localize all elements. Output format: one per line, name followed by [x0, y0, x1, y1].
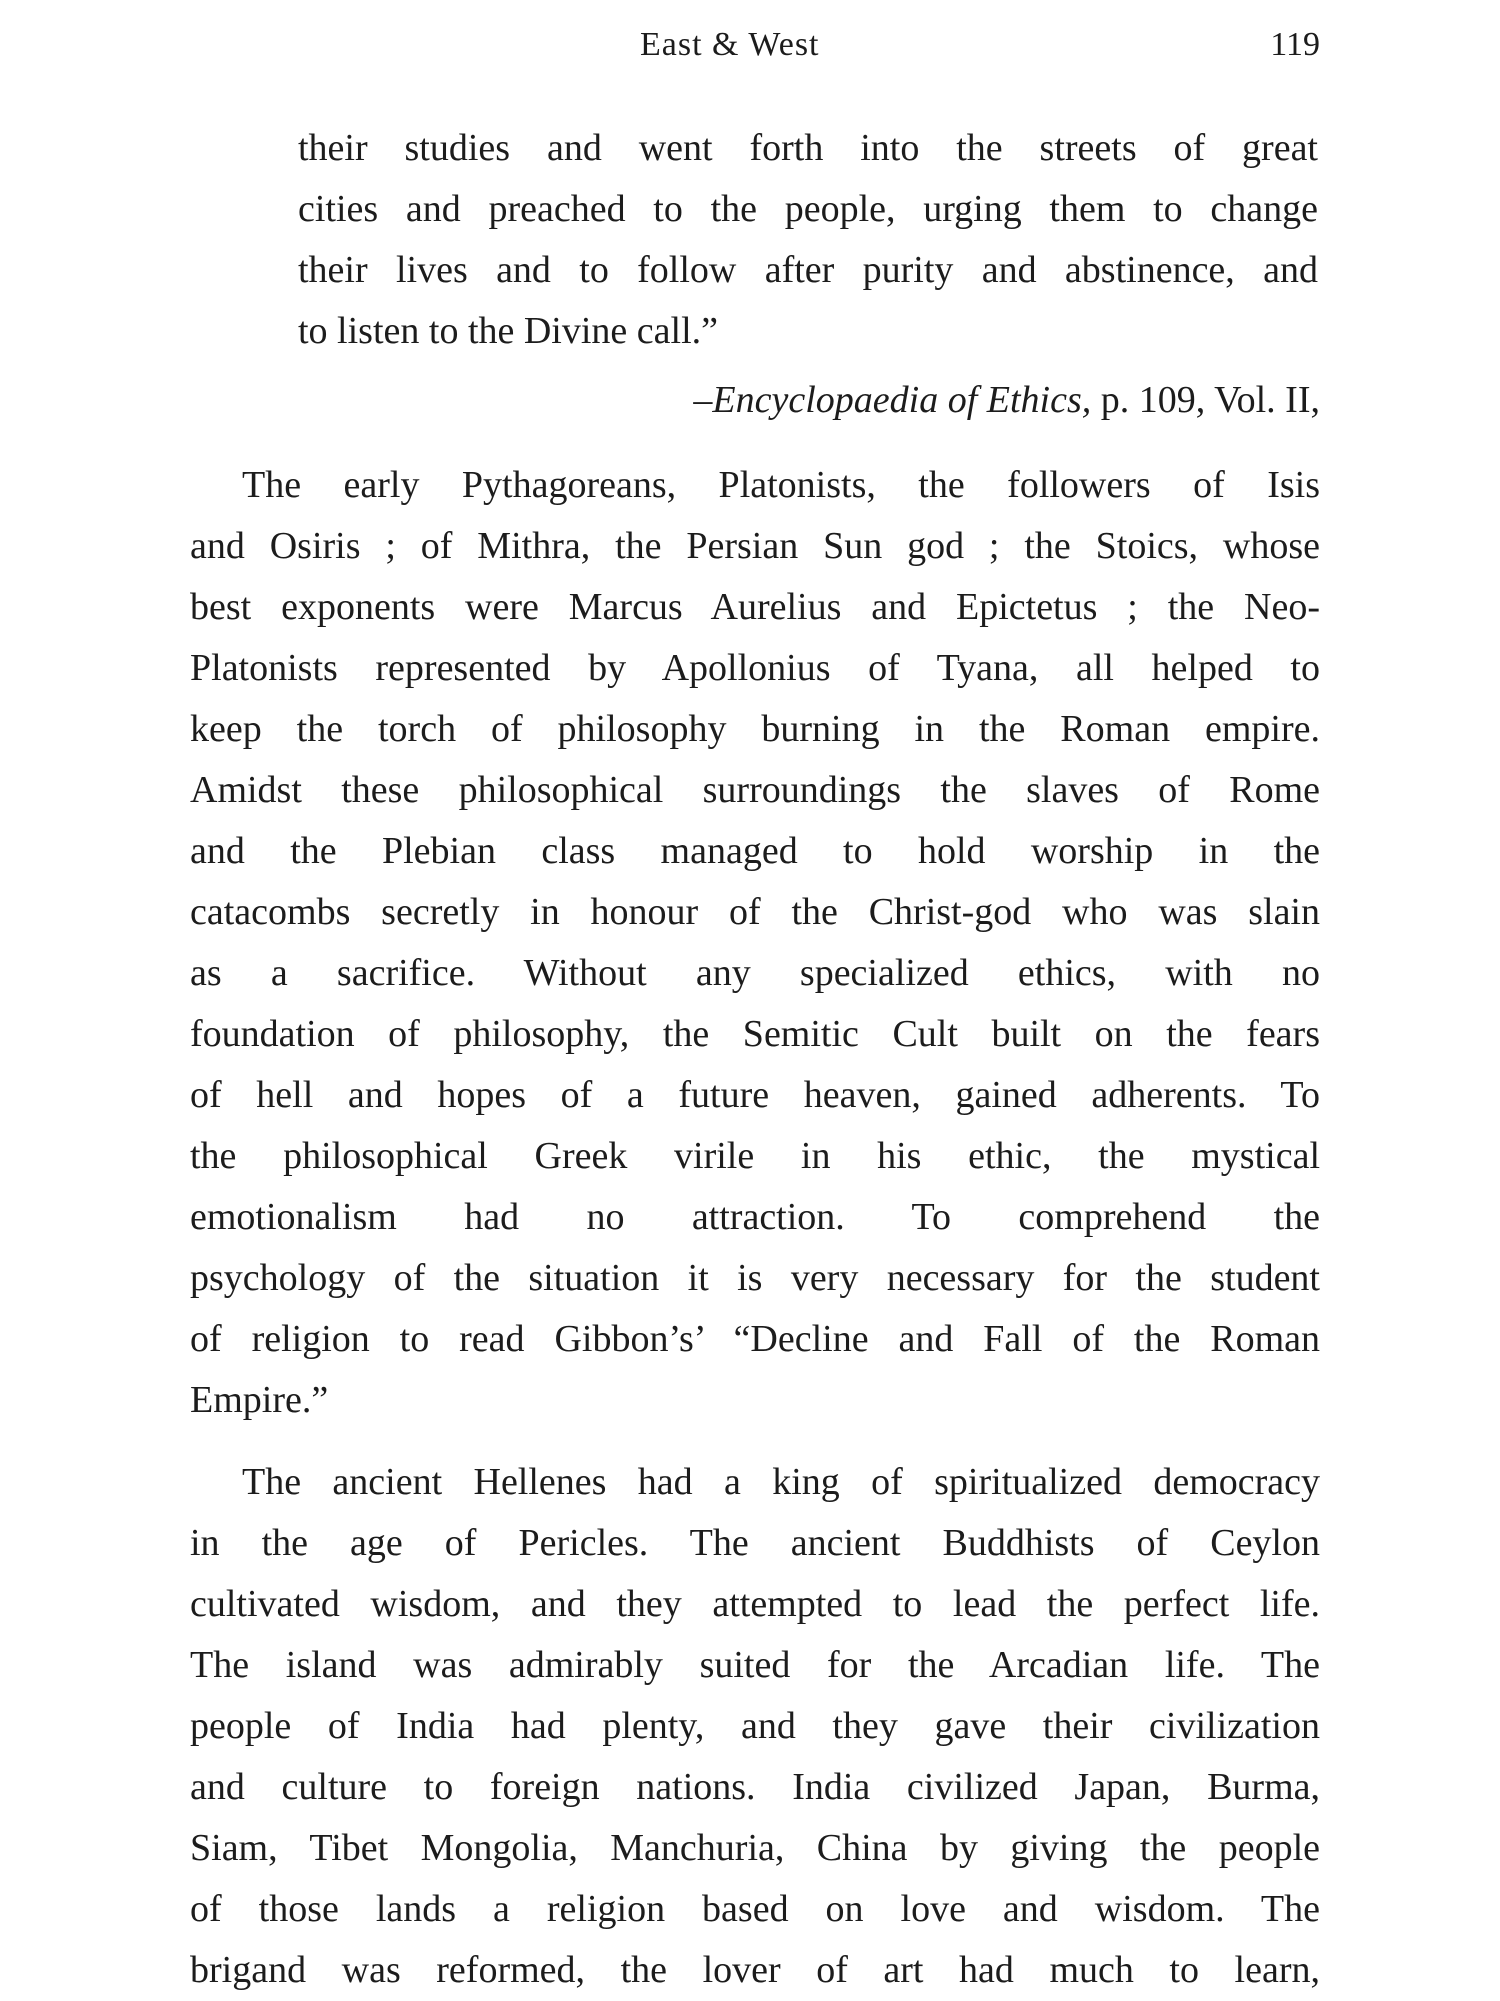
paragraph-line: and the Plebian class managed to hold worship in the [190, 830, 1320, 872]
paragraph-line: Siam, Tibet Mongolia, Manchuria, China by giving the people [190, 1827, 1320, 1869]
paragraph-line: The ancient Hellenes had a king of spiritualized democracy [242, 1461, 1320, 1503]
paragraph-line: cultivated wisdom, and they attempted to lead the perfect life. [190, 1583, 1320, 1625]
quote-attribution [693, 378, 1320, 422]
page-number: 119 [1270, 26, 1320, 63]
paragraph-line: best exponents were Marcus Aurelius and Epictetus ; the Neo- [190, 586, 1320, 628]
paragraph-line: emotionalism had no attraction. To comprehend the [190, 1196, 1320, 1238]
paragraph-line: of those lands a religion based on love and wisdom. The [190, 1888, 1320, 1930]
paragraph-line: and culture to foreign nations. India civilized Japan, Burma, [190, 1766, 1320, 1808]
paragraph-line: of religion to read Gibbon’s’ “Decline and Fall of the Roman [190, 1318, 1320, 1360]
quote-line: their lives and to follow after purity and abstinence, and [298, 249, 1318, 291]
paragraph-line: The island was admirably suited for the Arcadian life. The [190, 1644, 1320, 1686]
paragraph-line: as a sacrifice. Without any specialized ethics, with no [190, 952, 1320, 994]
paragraph-line: people of India had plenty, and they gave their civilization [190, 1705, 1320, 1747]
paragraph-line: Platonists represented by Apollonius of Tyana, all helped to [190, 647, 1320, 689]
paragraph-line: in the age of Pericles. The ancient Buddhists of Ceylon [190, 1522, 1320, 1564]
running-title: East & West [640, 26, 820, 63]
paragraph [190, 455, 1320, 1431]
paragraph-line: the philosophical Greek virile in his ethic, the mystical [190, 1135, 1320, 1177]
paragraph-line: catacombs secretly in honour of the Christ-god who was slain [190, 891, 1320, 933]
attribution-reference: p. 109, Vol. II, [1091, 379, 1320, 421]
paragraph-line: The early Pythagoreans, Platonists, the followers of Isis [242, 464, 1320, 506]
paragraph-line: keep the torch of philosophy burning in the Roman empire. [190, 708, 1320, 750]
paragraph [190, 1452, 1320, 2001]
quote-line: cities and preached to the people, urging them to change [298, 188, 1318, 230]
paragraph-line: Amidst these philosophical surroundings the slaves of Rome [190, 769, 1320, 811]
paragraph-line: foundation of philosophy, the Semitic Cult built on the fears [190, 1013, 1320, 1055]
attribution-source-title: Encyclopaedia of Ethics, [712, 379, 1092, 421]
paragraph-line: of hell and hopes of a future heaven, gained adherents. To [190, 1074, 1320, 1116]
paragraph-line: psychology of the situation it is very necessary for the student [190, 1257, 1320, 1299]
quote-line: to listen to the Divine call.” [298, 310, 719, 352]
paragraph-line: brigand was reformed, the lover of art had much to learn, [190, 1949, 1320, 1991]
paragraph-line: Empire.” [190, 1379, 329, 1421]
paragraph-line: and Osiris ; of Mithra, the Persian Sun god ; the Stoics, whose [190, 525, 1320, 567]
block-quote [298, 118, 1318, 362]
quote-line: their studies and went forth into the streets of great [298, 127, 1318, 169]
attribution-dash: – [693, 379, 713, 421]
